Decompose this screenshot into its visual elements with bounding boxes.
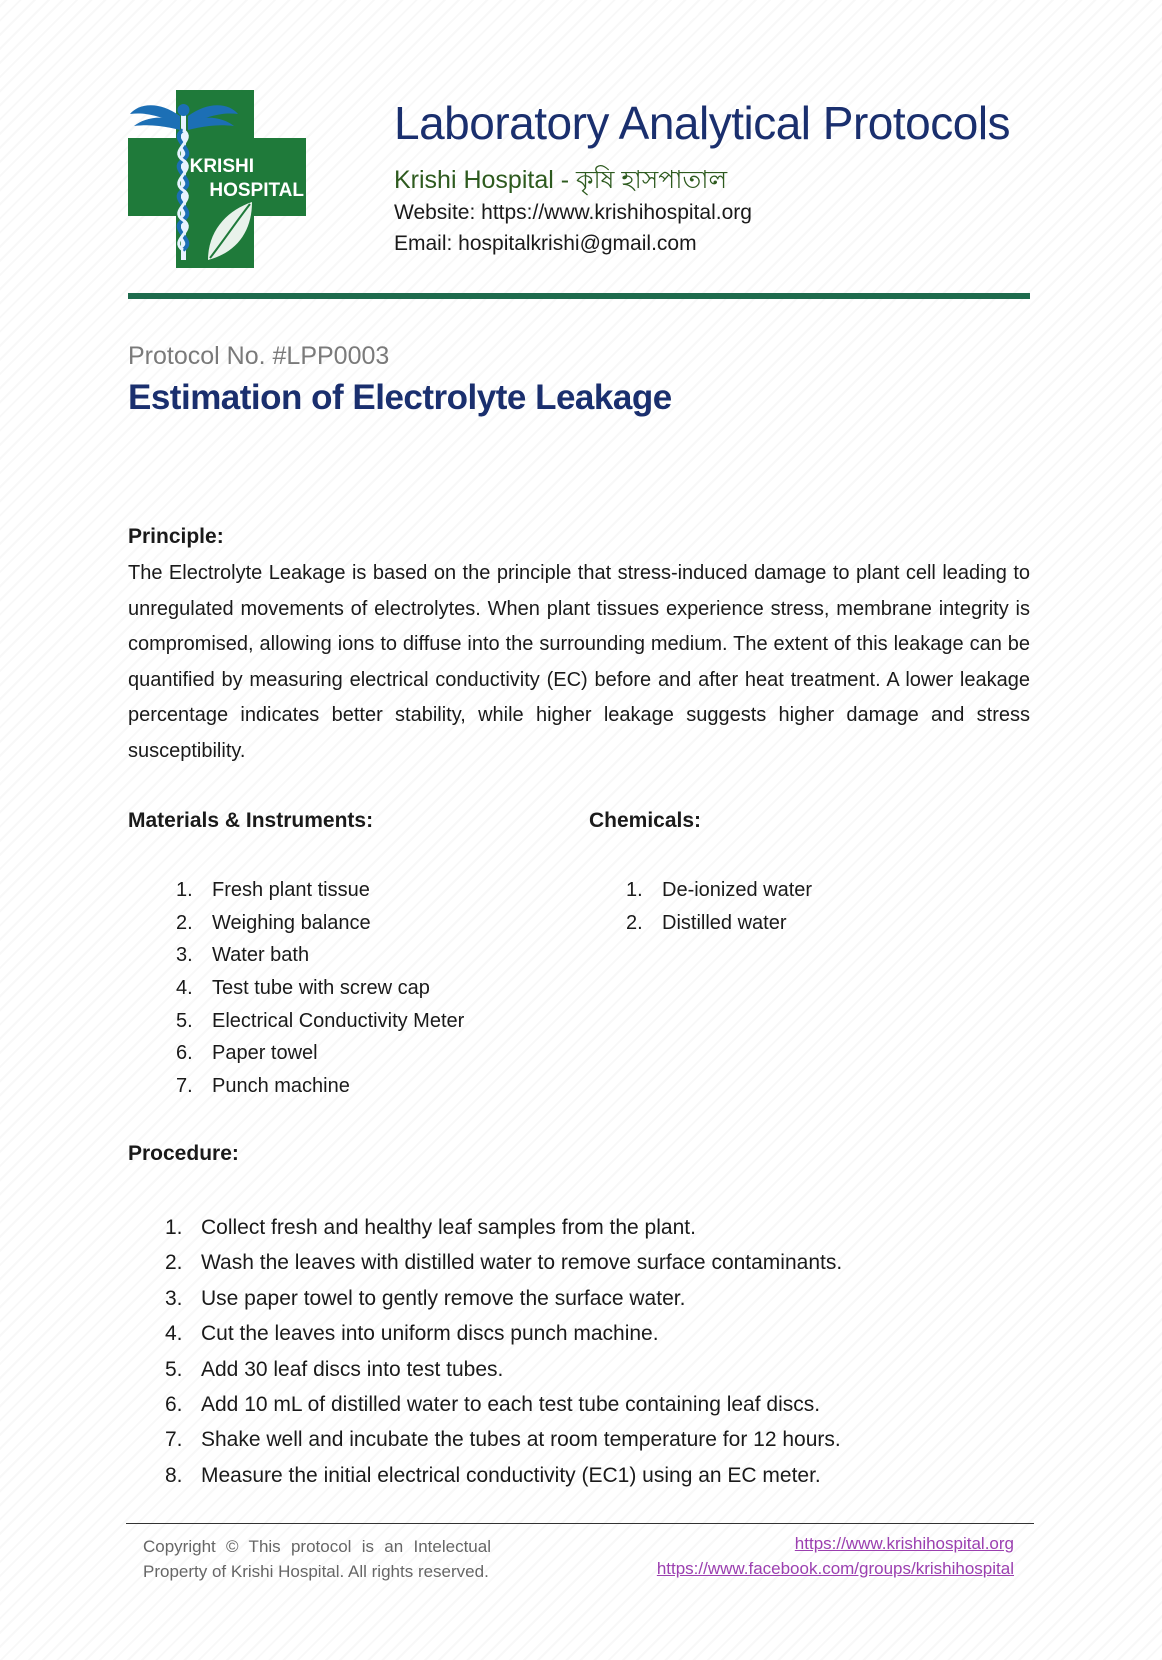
footer-facebook-link[interactable]: https://www.facebook.com/groups/krishihospital [656,1559,1014,1578]
header-email: Email: hospitalkrishi@gmail.com [394,232,697,255]
list-text: Test tube with screw cap [212,977,430,1000]
list-item [165,1245,842,1280]
list-text: Cut the leaves into uniform discs punch machine. [201,1322,659,1346]
list-text: Electrical Conductivity Meter [212,1009,465,1032]
list-text: Collect fresh and healthy leaf samples from the plant. [201,1216,696,1239]
list-item [176,972,464,1005]
list-number: 5. [165,1357,183,1381]
list-item [165,1210,842,1245]
list-item [165,1422,842,1457]
list-item [165,1281,842,1316]
list-number: 6. [176,1042,193,1065]
principle-text: The Electrolyte Leakage is based on the principle that stress-induced damage to plant cell leading to unregulated movements of electrolytes. When plant tissues experience stress, membrane integrity is compromised, allowing ions to diffuse into the surrounding medium. The extent of this leakage can be quantified by measuring electrical conductivity (EC) before and after heat treatment. A lower leakage percentage indicates better stability, while higher leakage suggests higher damage and stress susceptibility. [128,562,1030,762]
list-number: 2. [165,1251,183,1275]
list-number: 3. [165,1286,183,1310]
list-number: 5. [176,1009,193,1032]
list-text: Punch machine [212,1075,350,1098]
list-text: Use paper towel to gently remove the surface water. [201,1286,686,1310]
chemicals-heading: Chemicals: [589,809,702,832]
list-number: 1. [626,879,643,901]
list-number: 4. [176,977,193,1000]
list-number: 1. [176,879,193,901]
list-number: 7. [165,1428,183,1452]
logo-text-line2: HOSPITAL [209,180,304,201]
list-text: Water bath [212,944,310,967]
logo-cross-icon [128,90,306,268]
list-item [176,1070,464,1103]
materials-heading: Materials & Instruments: [128,809,374,832]
list-item [165,1352,842,1387]
list-number: 2. [626,911,643,934]
protocol-title: Estimation of Electrolyte Leakage [128,378,672,417]
materials-list [176,874,464,1103]
header-title: Laboratory Analytical Protocols [394,97,1011,149]
logo-text-line1: KRISHI [189,156,254,177]
list-number: 1. [165,1216,183,1239]
procedure-heading: Procedure: [128,1142,239,1165]
list-item [176,939,464,972]
list-item [165,1458,842,1493]
list-number: 2. [176,911,193,934]
list-text: Shake well and incubate the tubes at room temperature for 12 hours. [201,1428,841,1452]
footer-copyright: Copyright © This protocol is an Intelectual Property of Krishi Hospital. All rights reserved. [143,1537,491,1581]
list-text: Fresh plant tissue [212,879,370,901]
list-number: 8. [165,1463,183,1487]
list-item [176,1005,464,1038]
krishi-hospital-logo [128,90,306,268]
list-text: Add 10 mL of distilled water to each test tube containing leaf discs. [201,1392,821,1416]
list-number: 7. [176,1075,193,1098]
list-item [176,1037,464,1070]
list-number: 4. [165,1322,183,1346]
list-item [176,874,464,907]
principle-heading: Principle: [128,525,224,548]
chemicals-list [626,874,812,939]
list-text: Paper towel [212,1042,318,1065]
list-number: 3. [176,944,193,967]
protocol-number: Protocol No. #LPP0003 [128,342,390,370]
procedure-list [165,1210,842,1493]
list-text: De-ionized water [662,879,813,901]
header-divider [128,293,1030,299]
list-text: Wash the leaves with distilled water to remove surface contaminants. [201,1251,843,1275]
list-text: Add 30 leaf discs into test tubes. [201,1357,504,1381]
header-subtitle: Krishi Hospital - কৃষি হাসপাতাল [394,166,728,194]
list-text: Distilled water [662,911,787,934]
list-item [176,907,464,940]
list-text: Measure the initial electrical conductivity (EC1) using an EC meter. [201,1463,821,1487]
list-item [165,1316,842,1351]
list-item [626,907,812,940]
header-website: Website: https://www.krishihospital.org [394,201,752,224]
list-number: 6. [165,1392,183,1416]
list-text: Weighing balance [212,911,371,934]
list-item [165,1387,842,1422]
list-item [626,874,812,907]
footer-website-link[interactable]: https://www.krishihospital.org [794,1534,1014,1553]
footer-divider [126,1523,1034,1524]
